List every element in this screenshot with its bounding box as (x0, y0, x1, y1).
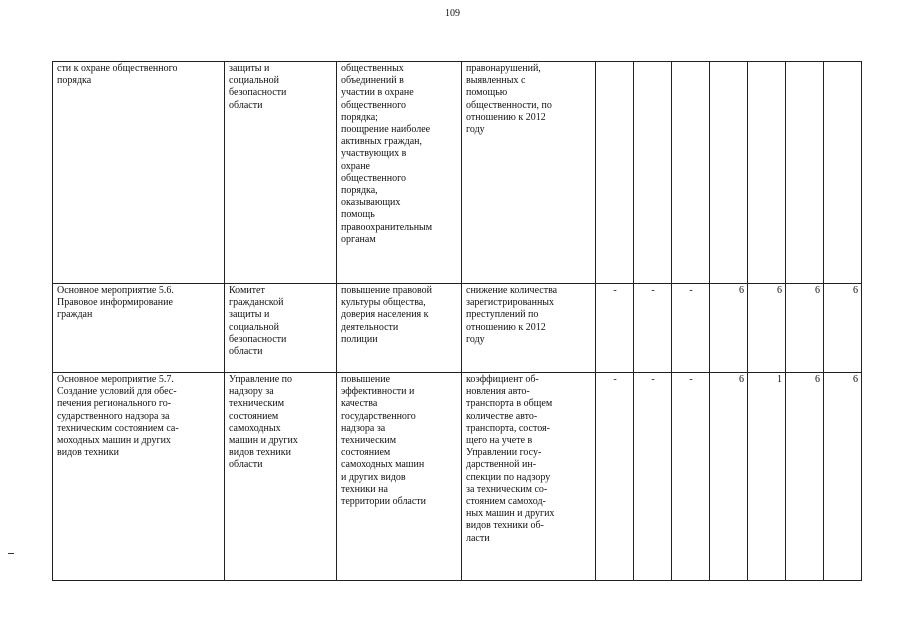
table-row (53, 373, 862, 581)
margin-mark (8, 553, 14, 554)
goal-cell: повышение правовой культуры общества, доверия населения к деятельности полиции (337, 284, 462, 373)
value-cell: 6 (824, 284, 862, 373)
goal-cell: повышение эффективности и качества государственного надзора за техническим состоянием самоходных машин и других видов техники на территории области (337, 373, 462, 581)
page-number: 109 (445, 8, 460, 19)
indicator-cell: правонарушений, выявленных с помощью общественности, по отношению к 2012 году (462, 62, 596, 284)
value-cell (596, 62, 634, 284)
executor-cell: Комитет гражданской защиты и социальной безопасности области (225, 284, 337, 373)
value-cell: 1 (748, 373, 786, 581)
value-cell (786, 62, 824, 284)
indicator-cell: снижение количества зарегистрированных преступлений по отношению к 2012 году (462, 284, 596, 373)
value-cell (824, 62, 862, 284)
value-cell: - (672, 373, 710, 581)
executor-cell: Управление по надзору за техническим состоянием самоходных машин и других видов техники области (225, 373, 337, 581)
value-cell (672, 62, 710, 284)
value-cell: - (596, 373, 634, 581)
program-measures-table (52, 61, 862, 581)
indicator-cell: коэффициент об- новления авто- транспорта в общем количестве авто- транспорта, состоя- щего на учете в Управлении госу- дарственной ин- спекции по надзору за техническим со- стоянием самоход- ных машин и других видов техники об- ласти (462, 373, 596, 581)
goal-cell: общественных объединений в участии в охране общественного порядка; поощрение наиболее активных граждан, участвующих в охране общественного порядка, оказывающих помощь правоохранительным органам (337, 62, 462, 284)
value-cell: 6 (710, 373, 748, 581)
value-cell: 6 (786, 373, 824, 581)
value-cell: 6 (824, 373, 862, 581)
event-cell: сти к охране общественного порядка (53, 62, 225, 284)
value-cell: 6 (748, 284, 786, 373)
executor-cell: защиты и социальной безопасности области (225, 62, 337, 284)
value-cell: - (634, 373, 672, 581)
value-cell: 6 (710, 284, 748, 373)
value-cell (748, 62, 786, 284)
value-cell (710, 62, 748, 284)
value-cell (634, 62, 672, 284)
value-cell: - (596, 284, 634, 373)
event-cell: Основное мероприятие 5.6. Правовое информирование граждан (53, 284, 225, 373)
table-row (53, 284, 862, 373)
value-cell: - (634, 284, 672, 373)
event-cell: Основное мероприятие 5.7. Создание условий для обес- печения регионального го- сударственного надзора за техническим состоянием са- моходных машин и других видов техники (53, 373, 225, 581)
value-cell: 6 (786, 284, 824, 373)
table-row (53, 62, 862, 284)
value-cell: - (672, 284, 710, 373)
